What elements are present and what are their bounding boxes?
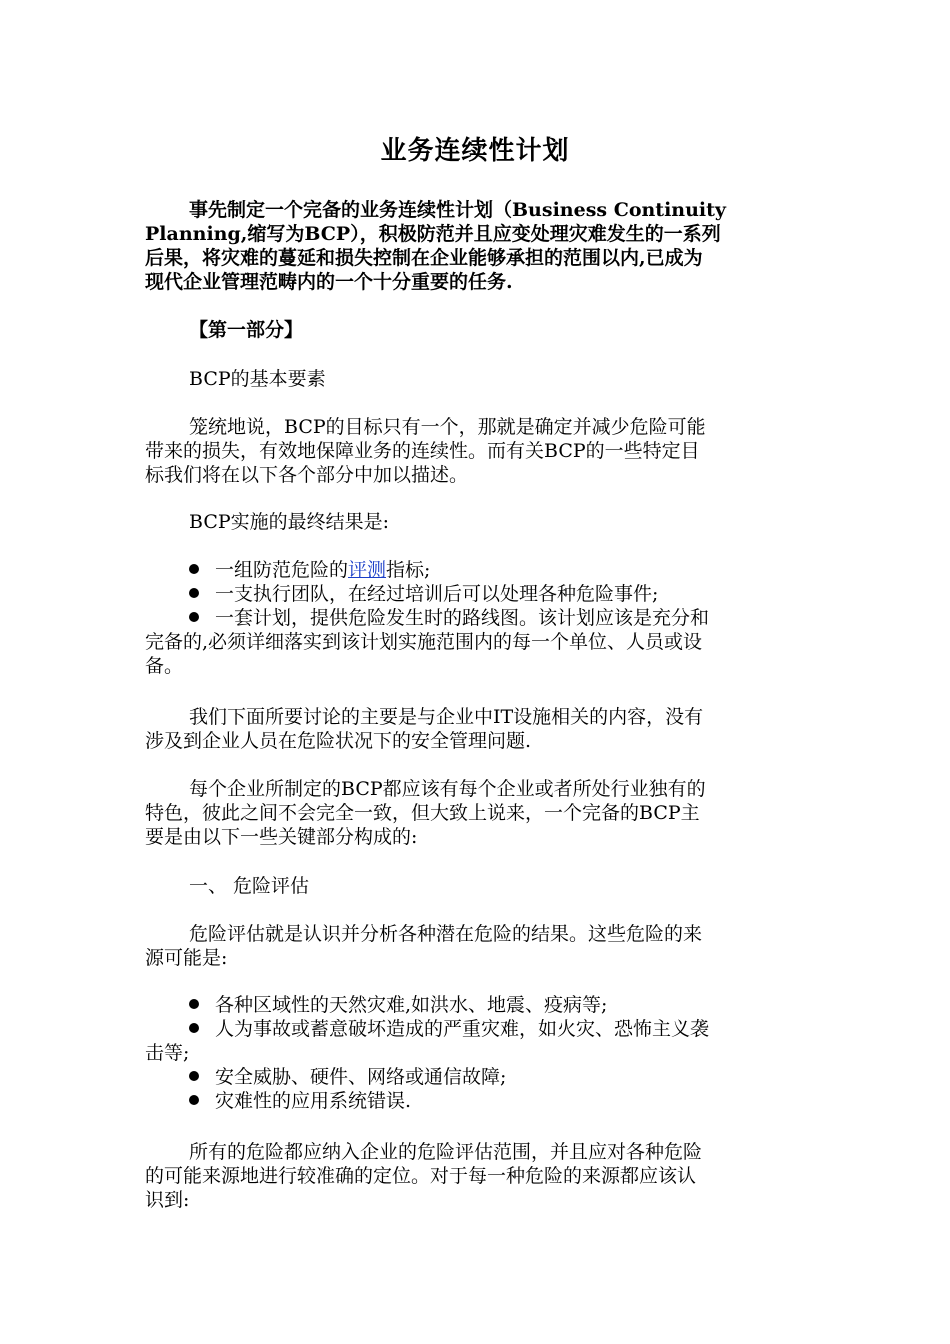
- intro-line: Planning,缩写为BCP），积极防范并且应变处理灾难发生的一系列: [145, 223, 721, 245]
- subsection-heading: [145, 874, 805, 898]
- list-item-text: 灾难性的应用系统错误.: [215, 1090, 412, 1112]
- paragraph-line: 识到:: [145, 1189, 190, 1211]
- paragraph-scope: [145, 705, 805, 753]
- list-item-text: 人为事故或蓄意破坏造成的严重灾难，如火灾、恐怖主义袭: [215, 1018, 710, 1040]
- paragraph-line: 每个企业所制定的BCP都应该有每个企业或者所处行业独有的: [189, 778, 706, 800]
- list-item-continuation: 备。: [145, 655, 184, 677]
- results-intro: [145, 510, 805, 534]
- results-intro-text: BCP实施的最终结果是:: [189, 511, 390, 533]
- paragraph-components: [145, 777, 805, 849]
- list-item-text: 安全威胁、硬件、网络或通信故障;: [215, 1066, 507, 1088]
- paragraph-line: 涉及到企业人员在危险状况下的安全管理问题.: [145, 730, 532, 752]
- list-item: [145, 558, 805, 582]
- paragraph-line: 笼统地说，BCP的目标只有一个，那就是确定并减少危险可能: [189, 416, 706, 438]
- intro-paragraph: [145, 198, 805, 294]
- page-title: 业务连续性计划: [380, 136, 570, 166]
- intro-line: 现代企业管理范畴内的一个十分重要的任务.: [145, 271, 513, 293]
- paragraph-risk-sources: [145, 1140, 805, 1212]
- paragraph-line: 源可能是:: [145, 947, 228, 969]
- list-item: [145, 993, 805, 1017]
- list-item: [145, 582, 805, 606]
- list-item-continuation: 击等;: [145, 1042, 190, 1064]
- bullet-icon: [189, 999, 199, 1009]
- bullet-icon: [189, 1071, 199, 1081]
- list-item-text: 一组防范危险的: [215, 559, 349, 581]
- intro-line: 后果，将灾难的蔓延和损失控制在企业能够承担的范围以内,已成为: [145, 247, 703, 269]
- intro-line: 事先制定一个完备的业务连续性计划（Business Continuity: [189, 199, 726, 221]
- risk-list: [145, 993, 805, 1113]
- evaluation-link[interactable]: 评测: [348, 559, 387, 581]
- list-item: [145, 606, 805, 630]
- list-item: [145, 1089, 805, 1113]
- paragraph-risk-assessment: [145, 922, 805, 970]
- list-item-text: 指标;: [386, 559, 431, 581]
- list-item-text: 一套计划，提供危险发生时的路线图。该计划应该是充分和: [215, 607, 710, 629]
- paragraph-line: 标我们将在以下各个部分中加以描述。: [145, 464, 469, 486]
- part-heading: [145, 318, 805, 342]
- list-item: [145, 1065, 805, 1089]
- list-item-text: 一支执行团队，在经过培训后可以处理各种危险事件;: [215, 583, 659, 605]
- paragraph-line: 特色，彼此之间不会完全一致，但大致上说来，一个完备的BCP主: [145, 802, 700, 824]
- subsection-heading-text: 一、 危险评估: [189, 875, 310, 897]
- bullet-icon: [189, 1023, 199, 1033]
- paragraph-line: 要是由以下一些关键部分构成的:: [145, 826, 418, 848]
- paragraph-line: 的可能来源地进行较准确的定位。对于每一种危险的来源都应该认: [145, 1165, 697, 1187]
- list-item-continuation: 完备的,必须详细落实到该计划实施范围内的每一个单位、人员或设: [145, 631, 703, 653]
- part-heading-text: 【第一部分】: [189, 319, 304, 341]
- section-title: [145, 367, 805, 391]
- paragraph-line: 我们下面所要讨论的主要是与企业中IT设施相关的内容，没有: [189, 706, 704, 728]
- paragraph-line: 危险评估就是认识并分析各种潜在危险的结果。这些危险的来: [189, 923, 703, 945]
- paragraph-line: 所有的危险都应纳入企业的危险评估范围，并且应对各种危险: [189, 1141, 703, 1163]
- bullet-icon: [189, 564, 199, 574]
- list-item-text: 各种区域性的天然灾难,如洪水、地震、疫病等;: [215, 994, 608, 1016]
- section-title-text: BCP的基本要素: [189, 368, 326, 390]
- bullet-icon: [189, 612, 199, 622]
- results-list: [145, 558, 805, 678]
- paragraph-line: 带来的损失，有效地保障业务的连续性。而有关BCP的一些特定目: [145, 440, 700, 462]
- paragraph-goals: [145, 415, 805, 487]
- bullet-icon: [189, 1095, 199, 1105]
- list-item: [145, 1017, 805, 1041]
- bullet-icon: [189, 588, 199, 598]
